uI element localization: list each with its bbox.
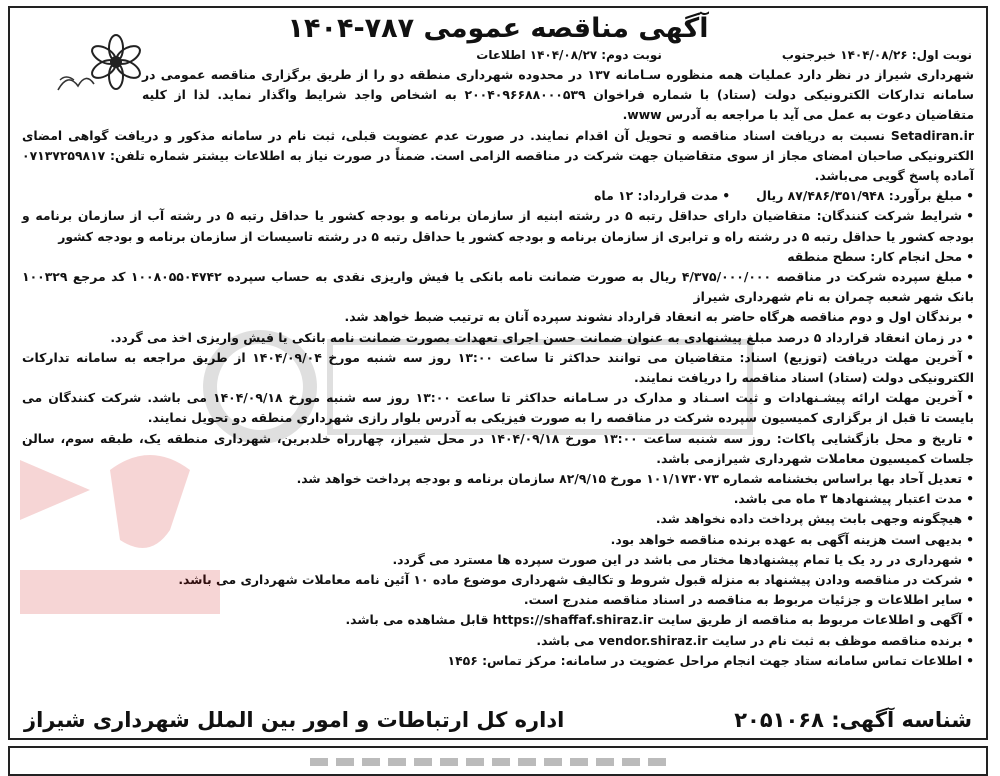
list-item: • هیچگونه وجهی بابت پیش پرداخت داده نخواهد شد. [22, 509, 974, 529]
estimate-row [22, 186, 974, 206]
list-item: • برندگان اول و دوم مناقصه هرگاه حاضر به انعقاد قرارداد نشوند سپرده آنان به ترتیب ضبط خواهد شد. [22, 307, 974, 327]
list-item: • آخرین مهلت دریافت (توزیع) اسناد: متقاضیان می توانند حداکثر تا ساعت ۱۳:۰۰ روز سه شنبه مورخ ۱۴۰۴/۰۹/۰۴ از طریق مراجعه به سامانه تدارکات الکترونیکی دولت (ستاد) اسناد مناقصه را دریافت نمایند. [22, 348, 974, 388]
list-item: • محل انجام کار: سطح منطقه [22, 247, 974, 267]
conditions-list [22, 206, 974, 671]
list-item: • شرکت در مناقصه ودادن پیشنهاد به منزله قبول شروط و تکالیف شهرداری موضوع ماده ۱۰ آئین نامه معاملات شهرداری می باشد. [22, 570, 974, 590]
list-item: • شهرداری در رد یک یا تمام پیشنهادها مختار می باشد در این صورت سپرده ها مسترد می گردد. [22, 550, 974, 570]
publication-dates [22, 46, 974, 64]
notice-footer [24, 706, 972, 734]
estimate-amount: • مبلغ برآورد: ۸۷/۴۸۶/۳۵۱/۹۴۸ ریال [756, 186, 974, 206]
issuer-name: اداره کل ارتباطات و امور بین الملل شهرداری شیراز [24, 708, 565, 732]
first-run-date: نوبت اول: ۱۴۰۴/۰۸/۲۶ خبرجنوب [781, 48, 972, 62]
list-item: • برنده مناقصه موظف به ثبت نام در سایت vendor.shiraz.ir می باشد. [22, 631, 974, 651]
list-item: • تعدیل آحاد بها براساس بخشنامه شماره ۱۰۱/۱۷۳۰۷۳ مورخ ۸۲/۹/۱۵ سازمان برنامه و بودجه پرداخت خواهد شد. [22, 469, 974, 489]
list-item: • مدت اعتبار پیشنهادها ۳ ماه می باشد. [22, 489, 974, 509]
ad-identifier: شناسه آگهی: ۲۰۵۱۰۶۸ [734, 708, 972, 732]
second-run-date: نوبت دوم: ۱۴۰۴/۰۸/۲۷ اطلاعات [476, 48, 662, 62]
intro-paragraph-continued: Setadiran.ir نسبت به دریافت اسناد مناقصه و تحویل آن اقدام نمایند. در صورت عدم عضویت قبلی، ثبت نام در سامانه مذکور و دریافت گواهی امضای الکترونیکی صاحبان امضای مجاز از سوی متقاضیان جهت شرکت در مناقصه الزامی است. ضمناً در صورت نیاز به اطلاعات بیشتر شماره تلفن: ۰۷۱۳۷۲۵۹۸۱۷ آماده پاسخ گویی می‌باشد. [22, 127, 974, 184]
list-item: • بدیهی است هزینه آگهی به عهده برنده مناقصه خواهد بود. [22, 530, 974, 550]
notice-title: آگهی مناقصه عمومی ۷۸۷-۱۴۰۴ [287, 13, 709, 44]
list-item: • تاریخ و محل بازگشایی پاکات: روز سه شنبه ساعت ۱۳:۰۰ مورخ ۱۴۰۴/۰۹/۱۸ در محل شیراز، چهارراه خلدبرین، شهرداری منطقه یک، طبقه سوم، سالن جلسات کمیسیون معاملات شهرداری شیرازمی باشد. [22, 429, 974, 469]
intro-paragraph: شهرداری شیراز در نظر دارد عملیات همه منظوره سـامانه ۱۳۷ در محدوده شهرداری منطقه دو را از طریق برگزاری مناقصه عمومی در سامانه تدارکات الکترونیکی دولت (ستاد) با شماره فراخوان ۲۰۰۴۰۹۶۶۸۸۰۰۰۵۳۹ به اشخاص واجد شرایط واگذار نماید. لذا از کلیه متقاضیان دعوت به عمل می آید با مراجعه به آدرس www. [142, 67, 974, 123]
next-advertisement-edge [8, 746, 988, 776]
contract-duration: • مدت قرارداد: ۱۲ ماه [594, 186, 730, 206]
shiraz-municipality-logo-icon [54, 32, 150, 98]
cropped-text [310, 758, 670, 766]
list-item: • سایر اطلاعات و جزئیات مربوط به مناقصه در اسناد مناقصه مندرج است. [22, 590, 974, 610]
list-item: • آگهی و اطلاعات مربوط به مناقصه از طریق سایت https://shaffaf.shiraz.ir قابل مشاهده می باشد. [22, 610, 974, 630]
list-item: • شرایط شرکت کنندگان: متقاضیان دارای حداقل رتبه ۵ در رشته ابنیه از سازمان برنامه و بودجه کشور یا حداقل رتبه ۵ در رشته آب از سازمان برنامه و بودجه کشور یا حداقل رتبه ۵ در رشته راه و ترابری از سازمان برنامه و بودجه کشور یا حداقل رتبه ۵ در رشته تاسیسات از سازمان برنامه و بودجه کشور [22, 206, 974, 246]
list-item: • آخرین مهلت ارائه پیشـنهادات و ثبت اسـناد و مدارک در سـامانه حداکثر تا ساعت ۱۳:۰۰ روز سه شنبه مورخ ۱۴۰۴/۰۹/۱۸ می باشد. شرکت کنندگان می بایست تا قبل از برگزاری کمیسیون سپرده شرکت در مناقصه را به صورت فیزیکی به آدرس بلوار رازی شهرداری منطقه دو تحویل نمایند. [22, 388, 974, 428]
list-item: • در زمان انعقاد قرارداد ۵ درصد مبلغ پیشنهادی به عنوان ضمانت حسن اجرای تعهدات بصورت ضمانت نامه بانکی یا فیش واریزی اخذ می گردد. [22, 328, 974, 348]
list-item: • مبلغ سپرده شرکت در مناقصه ۴/۳۷۵/۰۰۰/۰۰۰ ریال به صورت ضمانت نامه بانکی یا فیش واریزی نقدی به حساب سپرده ۱۰۰۸۰۵۵۰۴۷۴۲ کد مرجع ۱۰۰۳۲۹ بانک شهر شعبه چمران به نام شهرداری شیراز [22, 267, 974, 307]
list-item: • اطلاعات تماس سامانه ستاد جهت انجام مراحل عضویت در سامانه: مرکز تماس: ۱۴۵۶ [22, 651, 974, 671]
tender-notice [8, 6, 988, 740]
